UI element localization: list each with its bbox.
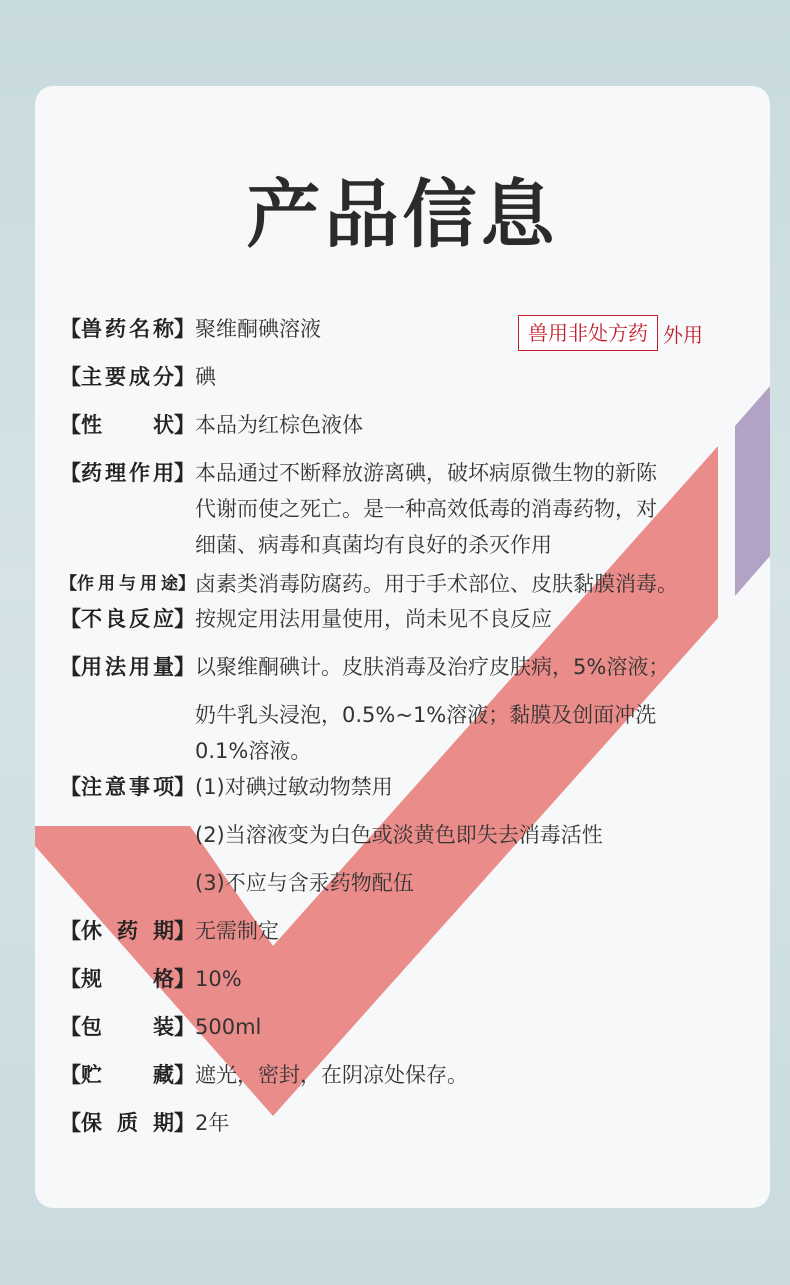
dosage-line-3: 0.1%溶液。 bbox=[195, 739, 312, 763]
field-label: 【 兽 药 名 称 】 bbox=[60, 317, 195, 341]
field-value: 本品为红棕色液体 bbox=[195, 413, 363, 437]
precautions-line-3: (3)不应与含汞药物配伍 bbox=[195, 871, 414, 895]
field-value: 聚维酮碘溶液 bbox=[195, 317, 321, 341]
field-value: 10% bbox=[195, 967, 242, 991]
field-indications bbox=[60, 568, 678, 601]
field-value: 无需制定 bbox=[195, 919, 279, 943]
field-specification bbox=[60, 963, 242, 996]
field-drug-name bbox=[60, 313, 321, 346]
field-precautions bbox=[60, 771, 393, 804]
field-package bbox=[60, 1011, 261, 1044]
product-info-card bbox=[35, 86, 770, 1208]
field-label: 【 包 装 】 bbox=[60, 1015, 195, 1039]
field-label: 【 性 状 】 bbox=[60, 413, 195, 437]
field-storage bbox=[60, 1059, 468, 1092]
field-label: 【 贮 藏 】 bbox=[60, 1063, 195, 1087]
field-label: 【 作 用 与 用 途 】 bbox=[60, 574, 195, 594]
field-appearance bbox=[60, 409, 363, 442]
otc-badge-label: 兽用非处方药 bbox=[518, 315, 658, 351]
field-value: 2年 bbox=[195, 1111, 230, 1135]
field-shelf-life bbox=[60, 1107, 229, 1140]
field-label: 【 不 良 反 应 】 bbox=[60, 607, 195, 631]
field-label: 【 药 理 作 用 】 bbox=[60, 461, 195, 485]
field-ingredient bbox=[60, 361, 216, 394]
page-title: 产品信息 bbox=[246, 172, 559, 258]
field-value: 卤素类消毒防腐药。用于手术部位、皮肤黏膜消毒。 bbox=[195, 572, 678, 596]
pharmacology-line-3: 细菌、病毒和真菌均有良好的杀灭作用 bbox=[195, 533, 552, 557]
pharmacology-line-2: 代谢而使之死亡。是一种高效低毒的消毒药物，对 bbox=[195, 497, 657, 521]
field-pharmacology bbox=[60, 457, 657, 490]
otc-badge bbox=[518, 315, 703, 351]
field-label: 【 主 要 成 分 】 bbox=[60, 365, 195, 389]
field-dosage bbox=[60, 651, 669, 684]
dosage-line-2: 奶牛乳头浸泡，0.5%~1%溶液；黏膜及创面冲洗 bbox=[195, 703, 657, 727]
accent-bar bbox=[735, 386, 770, 596]
field-label: 【 休 药 期 】 bbox=[60, 919, 195, 943]
field-withdrawal-period bbox=[60, 915, 279, 948]
field-value: 按规定用法用量使用，尚未见不良反应 bbox=[195, 607, 552, 631]
field-value: (1)对碘过敏动物禁用 bbox=[195, 775, 393, 799]
field-value: 以聚维酮碘计。皮肤消毒及治疗皮肤病，5%溶液； bbox=[195, 655, 670, 679]
field-value: 本品通过不断释放游离碘，破坏病原微生物的新陈 bbox=[195, 461, 657, 485]
field-label: 【 注 意 事 项 】 bbox=[60, 775, 195, 799]
field-value: 500ml bbox=[195, 1015, 262, 1039]
field-label: 【 用 法 用 量 】 bbox=[60, 655, 195, 679]
field-adverse-reactions bbox=[60, 603, 552, 636]
field-value: 碘 bbox=[195, 365, 216, 389]
external-use-label: 外用 bbox=[663, 322, 703, 347]
precautions-line-2: (2)当溶液变为白色或淡黄色即失去消毒活性 bbox=[195, 823, 603, 847]
field-label: 【 规 格 】 bbox=[60, 967, 195, 991]
field-value: 遮光，密封，在阴凉处保存。 bbox=[195, 1063, 468, 1087]
field-label: 【 保 质 期 】 bbox=[60, 1111, 195, 1135]
